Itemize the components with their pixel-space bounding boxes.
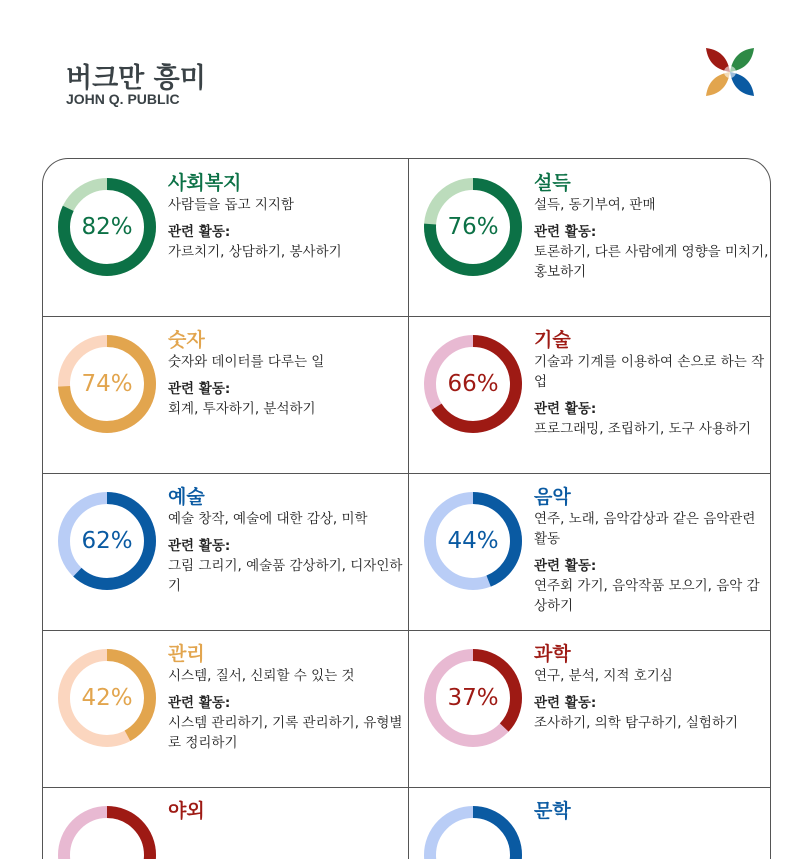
- percent-label: 76%: [447, 214, 499, 240]
- percent-label: 37%: [447, 685, 499, 711]
- interest-card: [409, 473, 771, 630]
- percent-label: 42%: [81, 685, 133, 711]
- interest-card: [409, 630, 771, 787]
- category-title: 과학: [534, 643, 571, 665]
- card-text: [168, 328, 403, 419]
- related-activities: 토론하기, 다른 사람에게 영향을 미치기, 홍보하기: [534, 244, 769, 280]
- percent-label: 74%: [81, 371, 133, 397]
- category-title: 기술: [534, 329, 571, 351]
- card-text: [168, 485, 403, 596]
- related-activities-label: 관련 활동:: [534, 224, 597, 240]
- category-title: 음악: [534, 486, 571, 508]
- page-title: 버크만 흥미: [66, 63, 206, 94]
- interest-card: [43, 473, 408, 630]
- category-title: 관리: [168, 643, 205, 665]
- category-description: 예술 창작, 예술에 대한 감상, 미학: [168, 511, 368, 527]
- card-text: [534, 642, 769, 733]
- category-description: 시스템, 질서, 신뢰할 수 있는 것: [168, 668, 355, 684]
- category-description: 설득, 동기부여, 판매: [534, 197, 656, 213]
- related-activities-label: 관련 활동:: [534, 695, 597, 711]
- percent-label: 82%: [81, 214, 133, 240]
- related-activities-label: 관련 활동:: [534, 401, 597, 417]
- related-activities: 회계, 투자하기, 분석하기: [168, 401, 316, 417]
- category-title: 문학: [534, 800, 571, 822]
- card-text: [534, 328, 769, 439]
- category-description: 연주, 노래, 음악감상과 같은 음악관련 활동: [534, 511, 756, 547]
- related-activities-label: 관련 활동:: [534, 558, 597, 574]
- related-activities-label: 관련 활동:: [168, 224, 231, 240]
- interest-card: [43, 630, 408, 787]
- card-text: [168, 799, 403, 823]
- card-text: [534, 485, 769, 616]
- interest-card: [43, 316, 408, 473]
- related-activities-label: 관련 활동:: [168, 381, 231, 397]
- percent-label: [55, 803, 159, 859]
- birkman-logo-icon: [704, 46, 756, 98]
- related-activities-label: 관련 활동:: [168, 695, 231, 711]
- interest-card: [43, 159, 408, 316]
- interest-card: [409, 159, 771, 316]
- category-title: 사회복지: [168, 172, 242, 194]
- card-text: [534, 171, 769, 282]
- category-description: 기술과 기계를 이용하여 손으로 하는 작업: [534, 354, 765, 390]
- category-title: 야외: [168, 800, 205, 822]
- related-activities: 연주회 가기, 음악작품 모으기, 음악 감상하기: [534, 578, 760, 614]
- related-activities: 그림 그리기, 예술품 감상하기, 디자인하기: [168, 558, 403, 594]
- category-description: 연구, 분석, 지적 호기심: [534, 668, 673, 684]
- related-activities: 시스템 관리하기, 기록 관리하기, 유형별로 정리하기: [168, 715, 403, 751]
- interest-card: [409, 787, 771, 859]
- category-title: 설득: [534, 172, 571, 194]
- interest-grid: [42, 158, 771, 859]
- card-text: [168, 171, 403, 262]
- percent-label: 44%: [447, 528, 499, 554]
- percent-label: 62%: [81, 528, 133, 554]
- interest-card: [43, 787, 408, 859]
- category-title: 예술: [168, 486, 205, 508]
- related-activities: 가르치기, 상담하기, 봉사하기: [168, 244, 342, 260]
- percent-label: 66%: [447, 371, 499, 397]
- related-activities: 조사하기, 의학 탐구하기, 실험하기: [534, 715, 739, 731]
- related-activities: 프로그래밍, 조립하기, 도구 사용하기: [534, 421, 752, 437]
- related-activities-label: 관련 활동:: [168, 538, 231, 554]
- category-description: 사람들을 돕고 지지함: [168, 197, 294, 213]
- category-description: 숫자와 데이터를 다루는 일: [168, 354, 325, 370]
- card-text: [534, 799, 769, 823]
- card-text: [168, 642, 403, 753]
- person-name: JOHN Q. PUBLIC: [66, 91, 180, 107]
- category-title: 숫자: [168, 329, 205, 351]
- percent-label: [421, 803, 525, 859]
- interest-card: [409, 316, 771, 473]
